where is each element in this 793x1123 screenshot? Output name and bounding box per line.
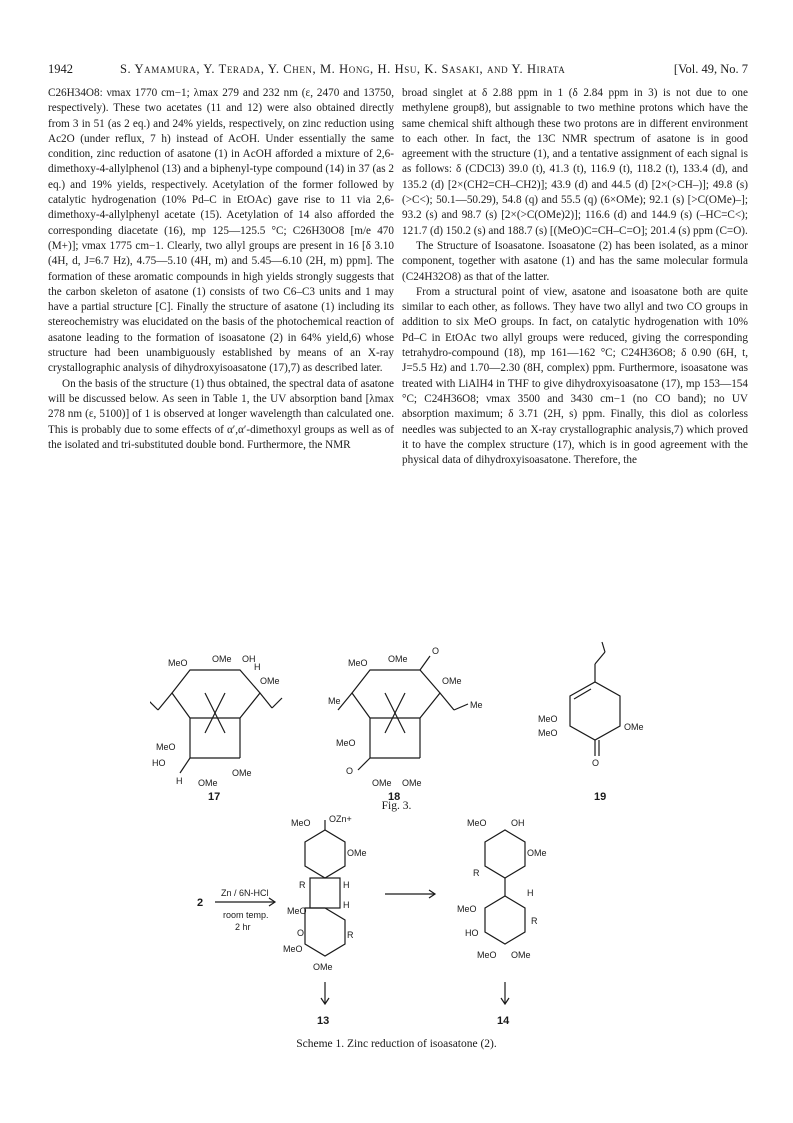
label-meo-13: MeO	[291, 818, 311, 828]
page-header	[48, 62, 748, 82]
compound-label-14: 14	[497, 1015, 510, 1027]
label-ome-14b: OMe	[511, 950, 531, 960]
left-column	[48, 86, 394, 453]
right-paragraph-1: broad singlet at δ 2.88 ppm in 1 (δ 2.84 ppm in 3) is not due to one methylene group8), but assignable to two methine protons which have the same chemical shift although these two protons are in different environment to each other. In fact, the 13C NMR spectrum of asatone is in good agreement with the structure (1), and a tentative assignment of each signal is as follows: δ (CDCl3) 39.0 (t), 41.3 (t), 116.9 (t), 118.2 (t), 133.4 (d), and 135.2 (d) [2×(CH2=CH–CH2)]; 43.9 (d) and 44.5 (d) [2×(>CH–)]; 49.8 (s) (>C<); 50.1—50.29), 54.8 (q) and 55.5 (q) (6×OMe); 92.1 (s) [>C(OMe)–]; 93.2 (s) and 98.7 (s) [2×(>C(OMe)2)]; 116.6 (d) and 144.9 (s) (–HC=C<); 121.7 (d) 150.2 (s) and 188.7 (s) [(MeO)C=CH–C=O]; 201.4 (s) ppm (C=O).	[402, 87, 748, 237]
label-h-13b: H	[343, 900, 350, 910]
label-meo-17: MeO	[168, 658, 188, 668]
compound-label-18: 18	[388, 791, 401, 803]
label-ome-17d: OMe	[232, 768, 252, 778]
structure-13-intermediate	[305, 820, 345, 956]
label-ome-18c: OMe	[372, 778, 392, 788]
label-o-18b: O	[346, 766, 354, 776]
scheme-1-caption: Scheme 1. Zinc reduction of isoasatone (2).	[296, 1038, 497, 1050]
label-r-13b: R	[347, 930, 354, 940]
label-meo-18: MeO	[348, 658, 368, 668]
label-oh-14: OH	[511, 818, 525, 828]
compound-label-17: 17	[208, 791, 221, 803]
label-ome-17c: OMe	[198, 778, 218, 788]
condition-temp: room temp.	[223, 910, 269, 920]
start-compound-2: 2	[197, 897, 204, 909]
label-r-13: R	[299, 880, 306, 890]
label-ome-17b: OMe	[260, 676, 280, 686]
label-ome-13b: OMe	[313, 962, 333, 972]
right-column	[402, 86, 748, 468]
label-ome-18b: OMe	[442, 676, 462, 686]
label-meo-14: MeO	[467, 818, 487, 828]
label-meo-17b: MeO	[156, 742, 176, 752]
label-me-18: Me	[328, 696, 341, 706]
label-meo-13c: MeO	[283, 944, 303, 954]
label-h-14: H	[527, 888, 534, 898]
label-meo-14b: MeO	[457, 904, 477, 914]
structure-19	[570, 642, 620, 756]
label-me-18b: Me	[470, 700, 483, 710]
label-ho-17: HO	[152, 758, 166, 768]
page-number: 1942	[48, 62, 73, 76]
label-ho-14: HO	[465, 928, 479, 938]
structure-14	[485, 830, 525, 944]
compound-label-19: 19	[594, 791, 607, 803]
label-meo-19: MeO	[538, 714, 558, 724]
label-ome-19: OMe	[624, 722, 644, 732]
label-meo-13b: MeO	[287, 906, 307, 916]
volume-info: [Vol. 49, No. 7	[673, 62, 748, 76]
right-paragraph-3: From a structural point of view, asatone and isoasatone both are quite similar to each other, as follows. They have two allyl and two CO groups in addition to six MeO groups. In fact, on catalytic hydrogenation with 10% Pd–C in EtOAc two allyl groups were reduced, giving the corresponding tetrahydro-compound (18), mp 161—162 °C; C24H36O8; δ 0.90 (6H, t, J=5.5 Hz) and 1.70—2.30 (8H, complex) ppm. Furthermore, isoasatone was treated with LiAlH4 in THF to give dihydroxyisoasatone (17), mp 153—154 °C; C24H36O8; νmax 3500 and 3430 cm−1 (no CO band); no UV absorption maximum; δ 3.71 (2H, s) ppm. Finally, this diol as colorless needles was subjected to an X-ray crystallographic analysis,7) which proved it to have the complex structure (17), which is in good agreement with the physical data of dihydroxyisoasatone. Therefore, the	[402, 285, 748, 467]
label-meo-19b: MeO	[538, 728, 558, 738]
label-ome-18: OMe	[388, 654, 408, 664]
reagent-label: Zn / 6N-HCl	[221, 888, 269, 898]
label-meo-18b: MeO	[336, 738, 356, 748]
label-oh-17: OH	[242, 654, 256, 664]
label-o-13: O	[297, 928, 305, 938]
label-h-17b: H	[254, 662, 261, 672]
left-paragraph-2: On the basis of the structure (1) thus obtained, the spectral data of asatone will be discussed below. As seen in Table 1, the UV absorption band [λmax 278 nm (ε, 5100)] of 1 is observed at longer wavelength than calculated one. This is probably due to some effects of α′,α′-dimethoxyl groups as well as of the isolated and tri-substituted double bond. Furthermore, the NMR	[48, 377, 394, 451]
structure-18	[338, 656, 468, 770]
figure-3-caption: Fig. 3.	[381, 800, 412, 812]
right-paragraph-2: The Structure of Isoasatone. Isoasatone (2) has been isolated, as a minor component, together with asatone (1) and has the same molecular formula (C24H32O8) as that of the latter.	[402, 239, 748, 283]
label-ome-14: OMe	[527, 848, 547, 858]
scheme-1-reaction	[195, 812, 615, 1032]
figure-3-structures	[150, 638, 670, 803]
condition-time: 2 hr	[235, 922, 251, 932]
label-h-17: H	[176, 776, 183, 786]
label-meo-14c: MeO	[477, 950, 497, 960]
label-r-14b: R	[531, 916, 538, 926]
label-o-18: O	[432, 646, 440, 656]
compound-label-13: 13	[317, 1015, 330, 1027]
running-authors: S. Yamamura, Y. Terada, Y. Chen, M. Hong, H. Hsu, K. Sasaki, and Y. Hirata	[120, 62, 566, 76]
label-r-14: R	[473, 868, 480, 878]
label-ome-18d: OMe	[402, 778, 422, 788]
left-paragraph-1: C26H34O8: νmax 1770 cm−1; λmax 279 and 232 nm (ε, 2470 and 13750, respectively). These two acetates (11 and 12) were also obtained directly from 3 in 51 (as 2 eq.) and 24% yields, respectively, on zinc reduction using Ac2O (under reflux, 7 h) instead of AcOH. Under essentially the same condition, zinc reduction of asatone (1) in AcOH afforded a mixture of 2,6-dimethoxy-4-allylphenol (13) and a biphenyl-type compound (14) in 37 (as 2 eq.) and 19% yields, respectively. Acetylation of the former followed by catalytic hydrogenation (10% Pd–C in EtOAc) gave rise to 11 via 2,6-dimethoxy-4-allylphenyl acetate (15). Acetylation of 14 also afforded the corresponding diacetate (16), mp 125—125.5 °C; C26H30O8 [m/e 470 (M+)]; νmax 1775 cm−1. Clearly, two allyl groups are present in 16 [δ 3.10 (4H, d, J=6.7 Hz), 4.75—5.10 (4H, m) and 5.45—6.10 (2H, m) ppm]. The formation of these aromatic compounds in high yields strongly suggests that the carbon skeleton of asatone (1) consists of two C6–C3 units and 1 may have a partial structure [C]. Finally the structure of asatone (1) including its stereochemistry was elucidated on the basis of the photochemical reaction of asatone leading to the formation of isoasatone (2) in 64% yield,6) whose structure had been unambiguously established by means of an X-ray crystallographic analysis of dihydroxyisoasatone (17),7) as described later.	[48, 87, 394, 375]
label-ome-17: OMe	[212, 654, 232, 664]
label-ozn-13: OZn+	[329, 814, 352, 824]
label-h-13: H	[343, 880, 350, 890]
label-ome-13: OMe	[347, 848, 367, 858]
label-o-19: O	[592, 758, 600, 768]
